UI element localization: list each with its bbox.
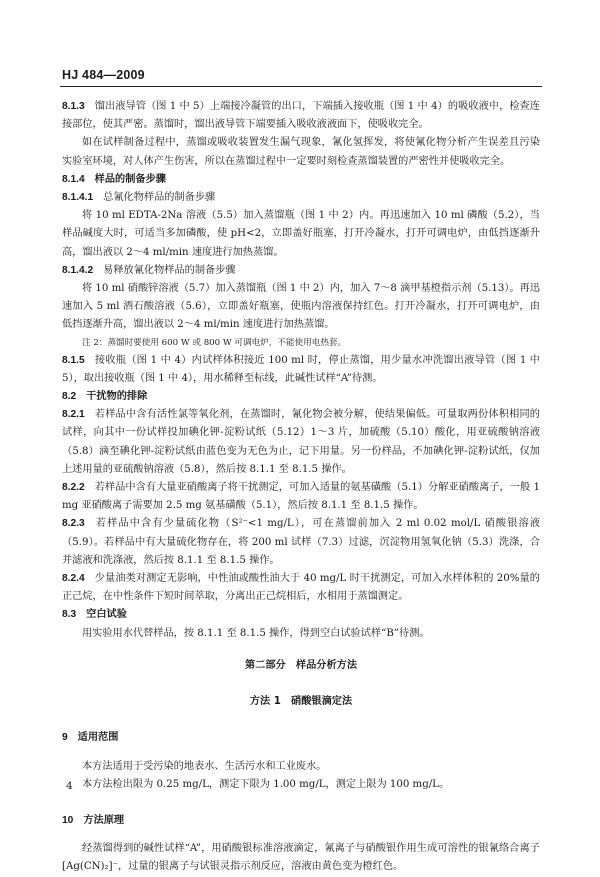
para-leak-note: 如在试样制备过程中，蒸馏或吸收装置发生漏气现象，氰化氢挥发，将使氰化物分析产生误差且污染实验室环境，对人体产生伤害，所以在蒸馏过程中一定要时刻检查蒸馏装置的严密性并使吸收完全。 — [62, 137, 540, 167]
para-8-2-3: 8.2.3 若样品中含有少量硫化物（S²⁻<1 mg/L），可在蒸馏前加入 2 ml 0.02 mol/L 硝酸银溶液（5.9）。若样品中有大量硫化物存在，将 200 ml 试样（7.3）过滤，沉淀物用氢氧化钠（5.3）洗涤，合并滤液和洗涤液，然后按 8.1.1 至 8.1.5 操作。 — [62, 518, 540, 566]
page-number: 4 — [66, 780, 73, 792]
body-content — [62, 98, 540, 877]
para-principle: 经蒸馏得到的碱性试样“A”，用硝酸银标准溶液滴定，氰离子与硝酸银作用生成可溶性的银氰络合离子[Ag(CN)₂]⁻，过量的银离子与试银灵指示剂反应，溶液由黄色变为橙红色。 — [62, 843, 540, 873]
para-8-2-2: 8.2.2 若样品中含有大量亚硝酸离子将干扰测定，可加入适量的氨基磺酸（5.1）分解亚硝酸离子，一般 1 mg 亚硝酸离子需要加 2.5 mg 氨基磺酸（5.1），然后按 8.1.1 至 8.1.5 操作。 — [62, 482, 540, 512]
method-1-title: 方法 1 硝酸银滴定法 — [249, 696, 353, 708]
para-detection-limit: 本方法检出限为 0.25 mg/L，测定下限为 1.00 mg/L，测定上限为 100 mg/L。 — [82, 778, 450, 790]
heading-8-2: 8.2 干扰物的排除 — [62, 391, 148, 403]
standard-id-header: HJ 484—2009 — [62, 68, 145, 82]
heading-section-9: 9 适用范围 — [62, 732, 119, 744]
note-2: 注 2：蒸馏时要使用 600 W 或 800 W 可调电炉，不能使用电热套。 — [82, 337, 347, 348]
para-scope: 本方法适用于受污染的地表水、生活污水和工业废水。 — [82, 760, 327, 772]
heading-8-3: 8.3 空白试验 — [62, 609, 127, 621]
para-blank-test: 用实验用水代替样品，按 8.1.1 至 8.1.5 操作，得到空白试验试样“B”待测。 — [82, 627, 430, 639]
heading-8-1-4-2: 8.1.4.2 易释放氰化物样品的制备步骤 — [62, 264, 236, 276]
para-total-cyanide: 将 10 ml EDTA-2Na 溶液（5.5）加入蒸馏瓶（图 1 中 2）内。再迅速加入 10 ml 磷酸（5.2），当样品碱度大时，可适当多加磷酸，使 pH<2，立即盖好瓶塞，打开冷凝水，打开可调电炉，由低挡逐渐升高，馏出液以 2～4 ml/min 速度进行加热蒸馏。 — [62, 210, 540, 258]
para-8-1-5: 8.1.5 接收瓶（图 1 中 4）内试样体积接近 100 ml 时，停止蒸馏，用少量水冲洗馏出液导管（图 1 中 5），取出接收瓶（图 1 中 4），用水稀释至标线，此碱性试样“A”待测。 — [62, 354, 540, 384]
para-8-1-3: 8.1.3 馏出液导管（图 1 中 5）上端接冷凝管的出口，下端插入接收瓶（图 1 中 4）的吸收液中，检查连接部位，使其严密。蒸馏时，馏出液导管下端要插入吸收液液面下，使吸收完全。 — [62, 101, 540, 131]
heading-section-10: 10 方法原理 — [62, 814, 125, 826]
heading-8-1-4: 8.1.4 样品的制备步骤 — [62, 173, 166, 185]
para-8-2-4: 8.2.4 少量油类对测定无影响，中性油或酸性油大于 40 mg/L 时干扰测定，可加入水样体积的 20%量的正己烷，在中性条件下短时间萃取，分离出正己烷相后，水相用于蒸馏测定。 — [62, 573, 540, 603]
para-8-2-1: 8.2.1 若样品中含有活性氯等氧化剂，在蒸馏时，氰化物会被分解，使结果偏低。可量取两份体积相同的试样，向其中一份试样投加碘化钾-淀粉试纸（5.12）1～3 片，加硫酸（5.10）酸化，用亚硫酸钠溶液（5.8）滴至碘化钾-淀粉试纸由蓝色变为无色为止，记下用量。另一份样品，不加碘化钾-淀粉试纸，仅加上述用量的亚硫酸钠溶液（5.8），然后按 8.1.1 至 8.1.5 操作。 — [62, 409, 540, 475]
para-easily-released-cyanide: 将 10 ml 硝酸锌溶液（5.7）加入蒸馏瓶（图 1 中 2）内，加入 7～8 滴甲基橙指示剂（5.13）。再迅速加入 5 ml 酒石酸溶液（5.6），立即盖好瓶塞，使瓶内溶液保持红色。打开冷凝水，打开可调电炉，由低挡逐渐升高，馏出液以 2～4 ml/min 速度进行加热蒸馏。 — [62, 283, 540, 331]
header-rule — [60, 86, 542, 87]
heading-8-1-4-1: 8.1.4.1 总氰化物样品的制备步骤 — [62, 192, 216, 204]
part-two-title: 第二部分 样品分析方法 — [244, 659, 358, 671]
